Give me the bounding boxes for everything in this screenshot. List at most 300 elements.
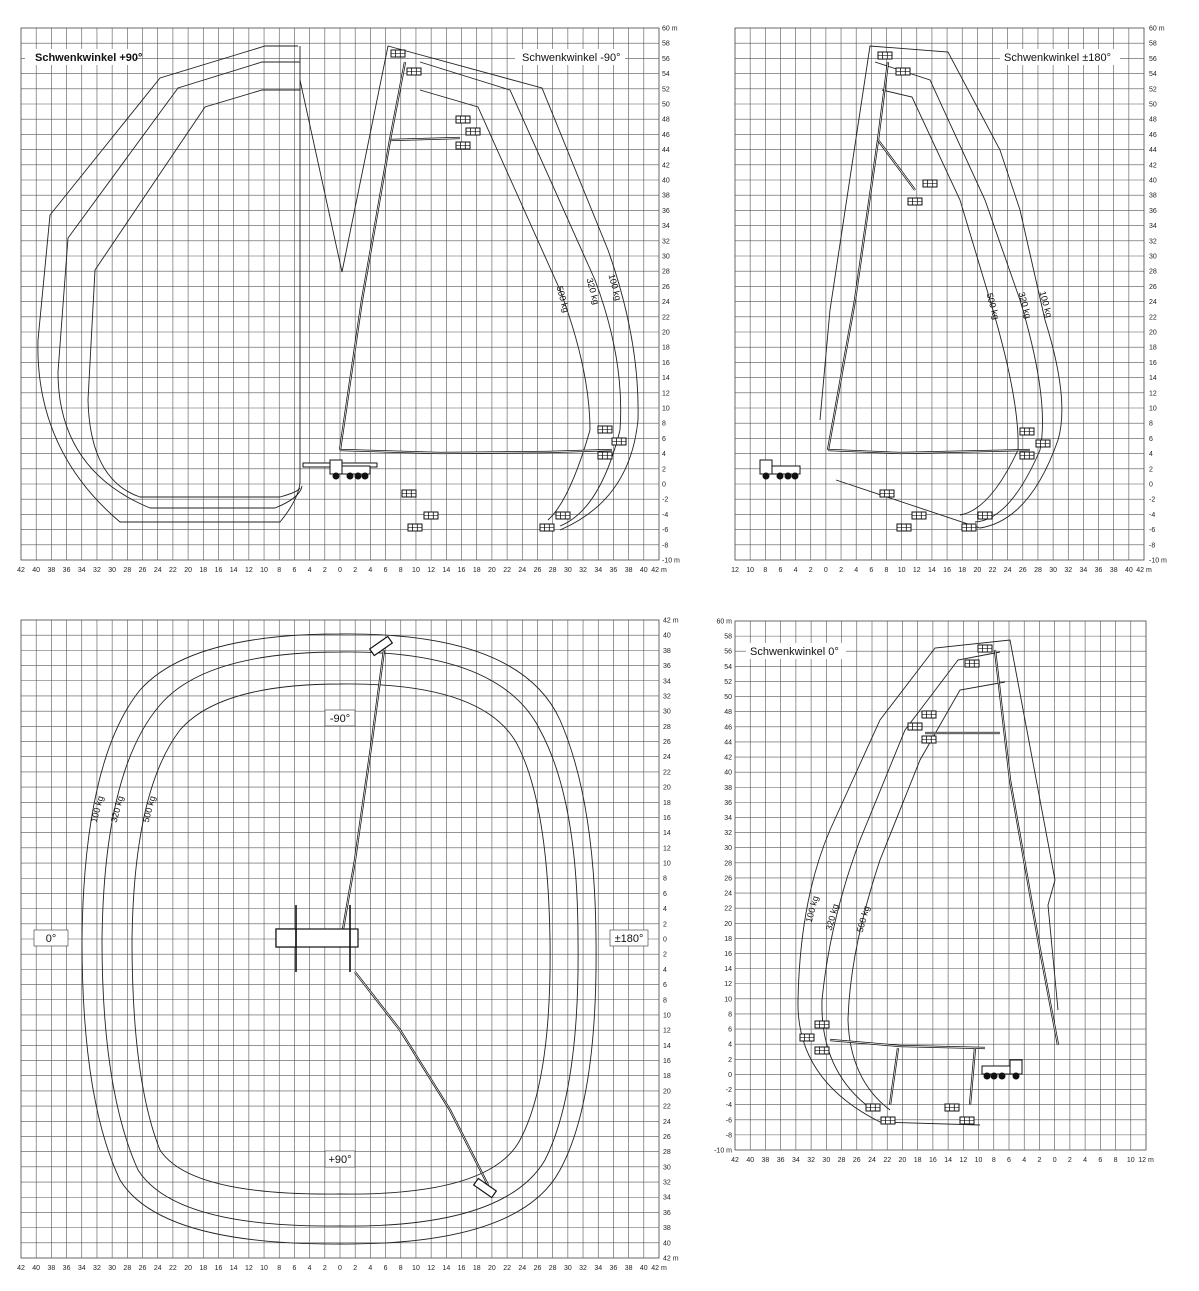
y-tick-label: 8 (1149, 420, 1153, 428)
x-tick-label: 40 (639, 567, 648, 574)
y-tick-label: -10 m (714, 1147, 732, 1155)
y-tick-label: 28 (663, 723, 671, 731)
y-tick-label: 0 (663, 936, 667, 944)
y-tick-label: 58 (1149, 40, 1157, 48)
x-tick-label: 2 (353, 567, 358, 574)
title-right: Schwenkwinkel -90° (522, 52, 621, 64)
x-tick-label: 6 (383, 567, 388, 574)
y-tick-label: 26 (663, 739, 671, 747)
x-tick-label: 32 (807, 1157, 816, 1164)
platform-basket-icon (456, 142, 470, 149)
x-tick-label: 12 (427, 567, 436, 574)
diagram-side-0 (714, 619, 1154, 1165)
title-left: Schwenkwinkel +90° (35, 52, 143, 64)
y-tick-label: 6 (1149, 435, 1153, 443)
x-tick-label: 24 (518, 1265, 527, 1272)
platform-basket-icon (912, 512, 926, 519)
x-tick-label: 18 (958, 567, 967, 574)
y-tick-label: 24 (663, 1118, 671, 1126)
x-tick-label: 12 (427, 1265, 436, 1272)
x-tick-label: 26 (138, 567, 147, 574)
y-tick-label: 34 (662, 223, 670, 231)
y-tick-label: 40 (663, 1240, 671, 1248)
x-tick-label: 10 (974, 1157, 983, 1164)
platform-basket-icon (896, 68, 910, 75)
x-tick-label: 8 (277, 1265, 282, 1272)
x-tick-label: 6 (1007, 1157, 1011, 1164)
y-tick-label: 2 (1149, 466, 1153, 474)
x-tick-label: 16 (214, 1265, 223, 1272)
x-tick-label: 42 (17, 1265, 25, 1272)
x-tick-label: 24 (153, 1265, 162, 1272)
y-tick-label: 40 (662, 177, 670, 185)
boom-plus90 (355, 972, 488, 1185)
x-tick-label: 0 (338, 567, 342, 574)
y-tick-label: 48 (724, 709, 732, 717)
y-tick-label: 2 (663, 921, 667, 929)
y-tick-label: 22 (663, 1103, 671, 1111)
x-tick-label: 12 (731, 567, 739, 574)
platform-basket-icon (815, 1047, 829, 1054)
y-tick-label: 6 (663, 982, 667, 990)
x-tick-label: 6 (292, 567, 297, 574)
x-tick-label: 0 (823, 567, 828, 574)
x-tick-label: 14 (229, 567, 238, 574)
y-tick-label: 4 (663, 966, 667, 974)
x-tick-label: 22 (503, 567, 511, 574)
y-tick-label: 12 (663, 845, 671, 853)
x-tick-label: 16 (943, 567, 951, 574)
x-tick-label: 38 (624, 1265, 633, 1272)
x-tick-label: 28 (1034, 567, 1042, 574)
x-tick-label: 34 (77, 567, 86, 574)
x-tick-label: 16 (457, 1265, 466, 1272)
x-tick-label: 22 (883, 1157, 892, 1164)
y-tick-label: 20 (724, 920, 732, 928)
y-tick-label: 6 (663, 890, 667, 898)
y-tick-label: 26 (724, 875, 732, 883)
x-tick-label: 28 (123, 567, 132, 574)
y-tick-label: -8 (662, 542, 669, 550)
y-tick-label: 30 (1149, 253, 1157, 261)
platform-basket-icon (1020, 428, 1034, 435)
y-tick-label: 22 (662, 314, 670, 322)
x-tick-label: 8 (884, 567, 889, 574)
y-tick-label: 50 (724, 694, 732, 702)
x-tick-label: 20 (898, 1157, 907, 1164)
y-tick-label: 14 (724, 966, 732, 974)
y-tick-label: 8 (662, 420, 666, 428)
diagram-side-plus90-minus90 (17, 26, 680, 575)
y-tick-label: 36 (662, 207, 670, 215)
y-tick-label: 30 (724, 845, 732, 853)
y-tick-label: 26 (662, 283, 670, 291)
x-tick-label: 12 (959, 1157, 968, 1164)
x-tick-label: 4 (368, 567, 373, 574)
curve-label-100kg: 100 kg (803, 894, 821, 924)
x-tick-label: 0 (338, 1265, 342, 1272)
x-tick-label: 8 (277, 567, 282, 574)
platform-basket-icon (815, 1021, 829, 1028)
x-tick-label: 34 (77, 1265, 86, 1272)
y-tick-label: 32 (724, 830, 732, 838)
y-tick-label: -2 (725, 1087, 732, 1095)
platform-basket-icon (612, 438, 626, 445)
curve-label-320kg: 320 kg (1016, 290, 1034, 320)
y-tick-label: 20 (663, 784, 671, 792)
x-tick-label: 28 (548, 567, 557, 574)
platform-basket-icon (962, 524, 976, 531)
y-tick-label: 34 (663, 1194, 671, 1202)
x-tick-label: 10 (260, 1265, 268, 1272)
y-tick-label: 50 (1149, 101, 1157, 109)
curve-label-100kg: 100 kg (606, 272, 624, 302)
y-tick-label: 54 (662, 71, 670, 79)
truck-icon (982, 1060, 1022, 1080)
x-tick-label: 36 (776, 1157, 785, 1164)
x-tick-label: 42 m (1136, 567, 1152, 574)
x-tick-label: 38 (1109, 567, 1118, 574)
y-tick-label: 8 (663, 875, 667, 883)
y-tick-label: 14 (1149, 375, 1157, 383)
y-tick-label: 22 (724, 905, 732, 913)
x-tick-label: 16 (928, 1157, 937, 1164)
x-tick-label: 36 (62, 567, 71, 574)
y-tick-label: 12 (1149, 390, 1157, 398)
y-tick-label: -4 (725, 1102, 732, 1110)
y-tick-label: 38 (663, 647, 671, 655)
platform-basket-icon (878, 52, 892, 59)
platform-basket-icon (408, 524, 422, 531)
curve-label-500kg: 500 kg (140, 794, 158, 824)
x-tick-label: 30 (563, 567, 572, 574)
y-tick-label: 24 (1149, 299, 1157, 307)
y-tick-label: 58 (662, 40, 670, 48)
y-tick-label: 18 (663, 799, 671, 807)
y-tick-label: 22 (663, 769, 671, 777)
curve-label-100kg: 100 kg (88, 794, 106, 824)
angle-label-minus90: -90° (329, 713, 351, 725)
x-tick-label: 20 (184, 1265, 192, 1272)
x-tick-label: 26 (533, 1265, 542, 1272)
x-tick-label: 14 (442, 567, 451, 574)
x-tick-label: 18 (913, 1157, 922, 1164)
x-tick-label: 22 (503, 1265, 511, 1272)
y-tick-label: 34 (663, 678, 671, 686)
platform-basket-icon (978, 512, 992, 519)
platform-basket-icon (800, 1034, 814, 1041)
curve-label-320kg: 320 kg (823, 902, 841, 932)
y-tick-label: -6 (662, 527, 669, 535)
curve-label-500kg: 500 kg (854, 904, 872, 934)
title-right: Schwenkwinkel ±180° (1004, 52, 1112, 64)
x-tick-label: 6 (1098, 1157, 1103, 1164)
x-tick-label: 2 (322, 567, 327, 574)
y-tick-label: 14 (663, 1042, 671, 1050)
x-tick-label: 28 (837, 1157, 846, 1164)
y-tick-label: 34 (724, 814, 732, 822)
y-tick-label: 32 (663, 1179, 671, 1187)
x-tick-label: 30 (563, 1265, 572, 1272)
x-tick-label: 22 (169, 1265, 177, 1272)
platform-basket-icon (978, 645, 992, 652)
angle-label-plus90: +90° (328, 1154, 352, 1166)
y-tick-label: 10 (663, 1012, 671, 1020)
y-tick-label: 54 (1149, 71, 1157, 79)
y-tick-label: 26 (663, 1133, 671, 1141)
x-tick-label: 24 (1003, 567, 1012, 574)
y-tick-label: 24 (663, 754, 671, 762)
x-tick-label: 10 (412, 567, 420, 574)
platform-basket-icon (598, 452, 612, 459)
x-tick-label: 4 (1022, 1157, 1027, 1164)
y-tick-label: -2 (1149, 496, 1156, 504)
x-tick-label: 38 (47, 567, 56, 574)
x-tick-label: 14 (442, 1265, 451, 1272)
x-tick-label: 32 (579, 567, 587, 574)
y-tick-label: 2 (728, 1056, 732, 1064)
x-tick-label: 28 (548, 1265, 557, 1272)
diagram-side-180 (731, 26, 1167, 575)
x-tick-label: 10 (412, 1265, 420, 1272)
y-tick-label: 24 (724, 890, 732, 898)
y-tick-label: 42 m (663, 1255, 679, 1263)
x-tick-label: 6 (383, 1265, 388, 1272)
y-tick-label: 46 (662, 131, 670, 139)
y-tick-label: 4 (663, 906, 667, 914)
x-tick-label: 14 (944, 1157, 953, 1164)
y-tick-label: 58 (724, 633, 732, 641)
x-tick-label: 36 (62, 1265, 71, 1272)
y-tick-label: 0 (728, 1071, 732, 1079)
platform-basket-icon (960, 1117, 974, 1124)
x-tick-label: 28 (123, 1265, 132, 1272)
y-tick-label: 36 (1149, 207, 1157, 215)
y-tick-label: 40 (663, 632, 671, 640)
platform-basket-icon (424, 512, 438, 519)
y-tick-label: 6 (662, 435, 666, 443)
y-tick-label: 18 (662, 344, 670, 352)
y-tick-label: 28 (1149, 268, 1157, 276)
y-tick-label: 42 (724, 754, 732, 762)
x-tick-label: 4 (1083, 1157, 1088, 1164)
x-tick-label: 40 (32, 1265, 41, 1272)
platform-basket-icon (402, 490, 416, 497)
y-tick-label: 32 (1149, 238, 1157, 246)
x-tick-label: 4 (368, 1265, 373, 1272)
x-tick-label: 32 (579, 1265, 587, 1272)
y-tick-label: -2 (662, 496, 669, 504)
x-tick-label: 10 (260, 567, 268, 574)
y-tick-label: 4 (662, 451, 666, 459)
x-tick-label: 38 (624, 567, 633, 574)
y-tick-label: 52 (662, 86, 670, 94)
y-tick-label: 12 (724, 981, 732, 989)
y-tick-label: 16 (663, 1058, 671, 1066)
x-tick-label: 2 (353, 1265, 358, 1272)
y-tick-label: 28 (724, 860, 732, 868)
platform-basket-icon (391, 50, 405, 57)
x-tick-label: 12 (244, 567, 253, 574)
y-tick-label: 44 (724, 739, 732, 747)
y-tick-label: 54 (724, 663, 732, 671)
y-tick-label: -6 (725, 1117, 732, 1125)
boom-minus90 (342, 650, 384, 935)
curve-label-320kg: 320 kg (584, 276, 602, 306)
y-tick-label: 56 (662, 55, 670, 63)
diagram-top-view (17, 618, 679, 1273)
grid (735, 621, 1146, 1150)
x-tick-label: 18 (199, 567, 208, 574)
y-tick-label: 52 (724, 678, 732, 686)
x-tick-label: 10 (746, 567, 755, 574)
y-tick-label: 38 (662, 192, 670, 200)
y-tick-label: -4 (662, 511, 669, 519)
x-tick-label: 38 (761, 1157, 770, 1164)
x-tick-label: 34 (594, 567, 603, 574)
platform-basket-icon (407, 68, 421, 75)
platform-basket-icon (598, 426, 612, 433)
x-tick-label: 14 (928, 567, 936, 574)
y-tick-label: 12 (663, 1027, 671, 1035)
y-tick-label: 10 (663, 860, 671, 868)
x-tick-label: 12 (244, 1265, 253, 1272)
platform-basket-icon (945, 1104, 959, 1111)
y-tick-label: 18 (663, 1073, 671, 1081)
angle-label-180: ±180° (614, 933, 644, 945)
platform-basket-icon (922, 736, 936, 743)
x-tick-label: 6 (292, 1265, 297, 1272)
x-tick-label: 0 (1052, 1157, 1057, 1164)
y-tick-label: 40 (724, 769, 732, 777)
x-tick-label: 26 (533, 567, 542, 574)
y-tick-label: 48 (662, 116, 670, 124)
y-tick-label: 36 (663, 1209, 671, 1217)
y-tick-label: 42 (662, 162, 670, 170)
x-tick-label: 8 (763, 567, 768, 574)
curve-label-100kg: 100 kg (1037, 289, 1055, 319)
y-tick-label: 12 (662, 390, 670, 398)
y-tick-label: -4 (1149, 511, 1156, 519)
x-tick-label: 2 (322, 1265, 327, 1272)
x-tick-label: 10 (1126, 1157, 1135, 1164)
x-tick-label: 32 (1064, 567, 1073, 574)
x-tick-label: 30 (108, 1265, 117, 1272)
x-tick-label: 4 (307, 567, 312, 574)
x-tick-label: 2 (1067, 1157, 1072, 1164)
x-tick-label: 24 (518, 567, 527, 574)
x-tick-label: 14 (229, 1265, 238, 1272)
y-tick-label: 40 (1149, 177, 1157, 185)
y-tick-label: 0 (662, 481, 666, 489)
x-tick-label: 8 (398, 567, 403, 574)
y-tick-label: -8 (1149, 542, 1156, 550)
y-tick-label: 60 m (716, 618, 732, 626)
y-tick-label: 38 (1149, 192, 1157, 200)
y-tick-label: 44 (1149, 147, 1157, 155)
y-tick-label: 26 (1149, 283, 1157, 291)
platform-basket-icon (880, 490, 894, 497)
y-tick-label: 2 (663, 951, 667, 959)
y-tick-label: 32 (662, 238, 670, 246)
x-tick-label: 18 (472, 567, 481, 574)
y-tick-label: -10 m (662, 557, 680, 565)
y-tick-label: 4 (728, 1041, 732, 1049)
y-tick-label: 34 (1149, 223, 1157, 231)
y-tick-label: 8 (663, 997, 667, 1005)
title-left: Schwenkwinkel 0° (750, 646, 839, 658)
x-tick-label: 36 (609, 1265, 618, 1272)
x-tick-label: 8 (1113, 1157, 1118, 1164)
y-tick-label: 42 m (663, 617, 679, 625)
x-tick-label: 32 (93, 1265, 101, 1272)
y-tick-label: 0 (1149, 481, 1153, 489)
angle-label-0: 0° (45, 933, 57, 945)
y-tick-label: 10 (662, 405, 670, 413)
platform-basket-icon (881, 1117, 895, 1124)
y-tick-label: 42 (1149, 162, 1157, 170)
y-tick-label: 8 (728, 1011, 732, 1019)
x-tick-label: 26 (852, 1157, 861, 1164)
y-tick-label: 22 (1149, 314, 1157, 322)
x-tick-label: 18 (472, 1265, 481, 1272)
x-tick-label: 20 (488, 1265, 496, 1272)
y-tick-label: 16 (663, 814, 671, 822)
y-tick-label: 6 (728, 1026, 732, 1034)
x-tick-label: 12 (912, 567, 921, 574)
y-tick-label: 46 (724, 724, 732, 732)
x-tick-label: 30 (1049, 567, 1058, 574)
y-tick-label: 38 (724, 784, 732, 792)
y-tick-label: 14 (662, 375, 670, 383)
x-tick-label: 32 (93, 567, 101, 574)
x-tick-label: 40 (746, 1157, 755, 1164)
x-tick-label: 30 (822, 1157, 831, 1164)
y-tick-label: -8 (725, 1132, 732, 1140)
y-tick-label: 50 (662, 101, 670, 109)
y-tick-label: 38 (663, 1225, 671, 1233)
y-tick-label: -6 (1149, 527, 1156, 535)
y-tick-label: 56 (724, 648, 732, 656)
x-tick-label: 34 (594, 1265, 603, 1272)
x-tick-label: 34 (1079, 567, 1088, 574)
y-tick-label: 60 m (662, 25, 678, 33)
x-tick-label: 36 (609, 567, 618, 574)
y-tick-label: 30 (663, 1164, 671, 1172)
x-tick-label: 42 m (651, 1265, 667, 1272)
x-tick-label: 42 (731, 1157, 739, 1164)
x-tick-label: 30 (108, 567, 117, 574)
grid (735, 28, 1144, 560)
y-tick-label: 32 (663, 693, 671, 701)
x-tick-label: 2 (839, 567, 843, 574)
y-tick-label: 46 (1149, 131, 1157, 139)
platform-basket-icon (908, 723, 922, 730)
platform-basket-icon (866, 1104, 880, 1111)
y-tick-label: 14 (663, 830, 671, 838)
envelope-320kg (822, 652, 1000, 1108)
x-tick-label: 36 (1094, 567, 1103, 574)
y-tick-label: 28 (663, 1149, 671, 1157)
y-tick-label: -10 m (1149, 557, 1167, 565)
x-tick-label: 40 (1124, 567, 1133, 574)
platform-basket-icon (908, 198, 922, 205)
x-tick-label: 42 (17, 567, 25, 574)
x-tick-label: 2 (808, 567, 813, 574)
y-tick-label: 56 (1149, 55, 1157, 63)
y-tick-label: 16 (724, 951, 732, 959)
x-tick-label: 10 (897, 567, 906, 574)
